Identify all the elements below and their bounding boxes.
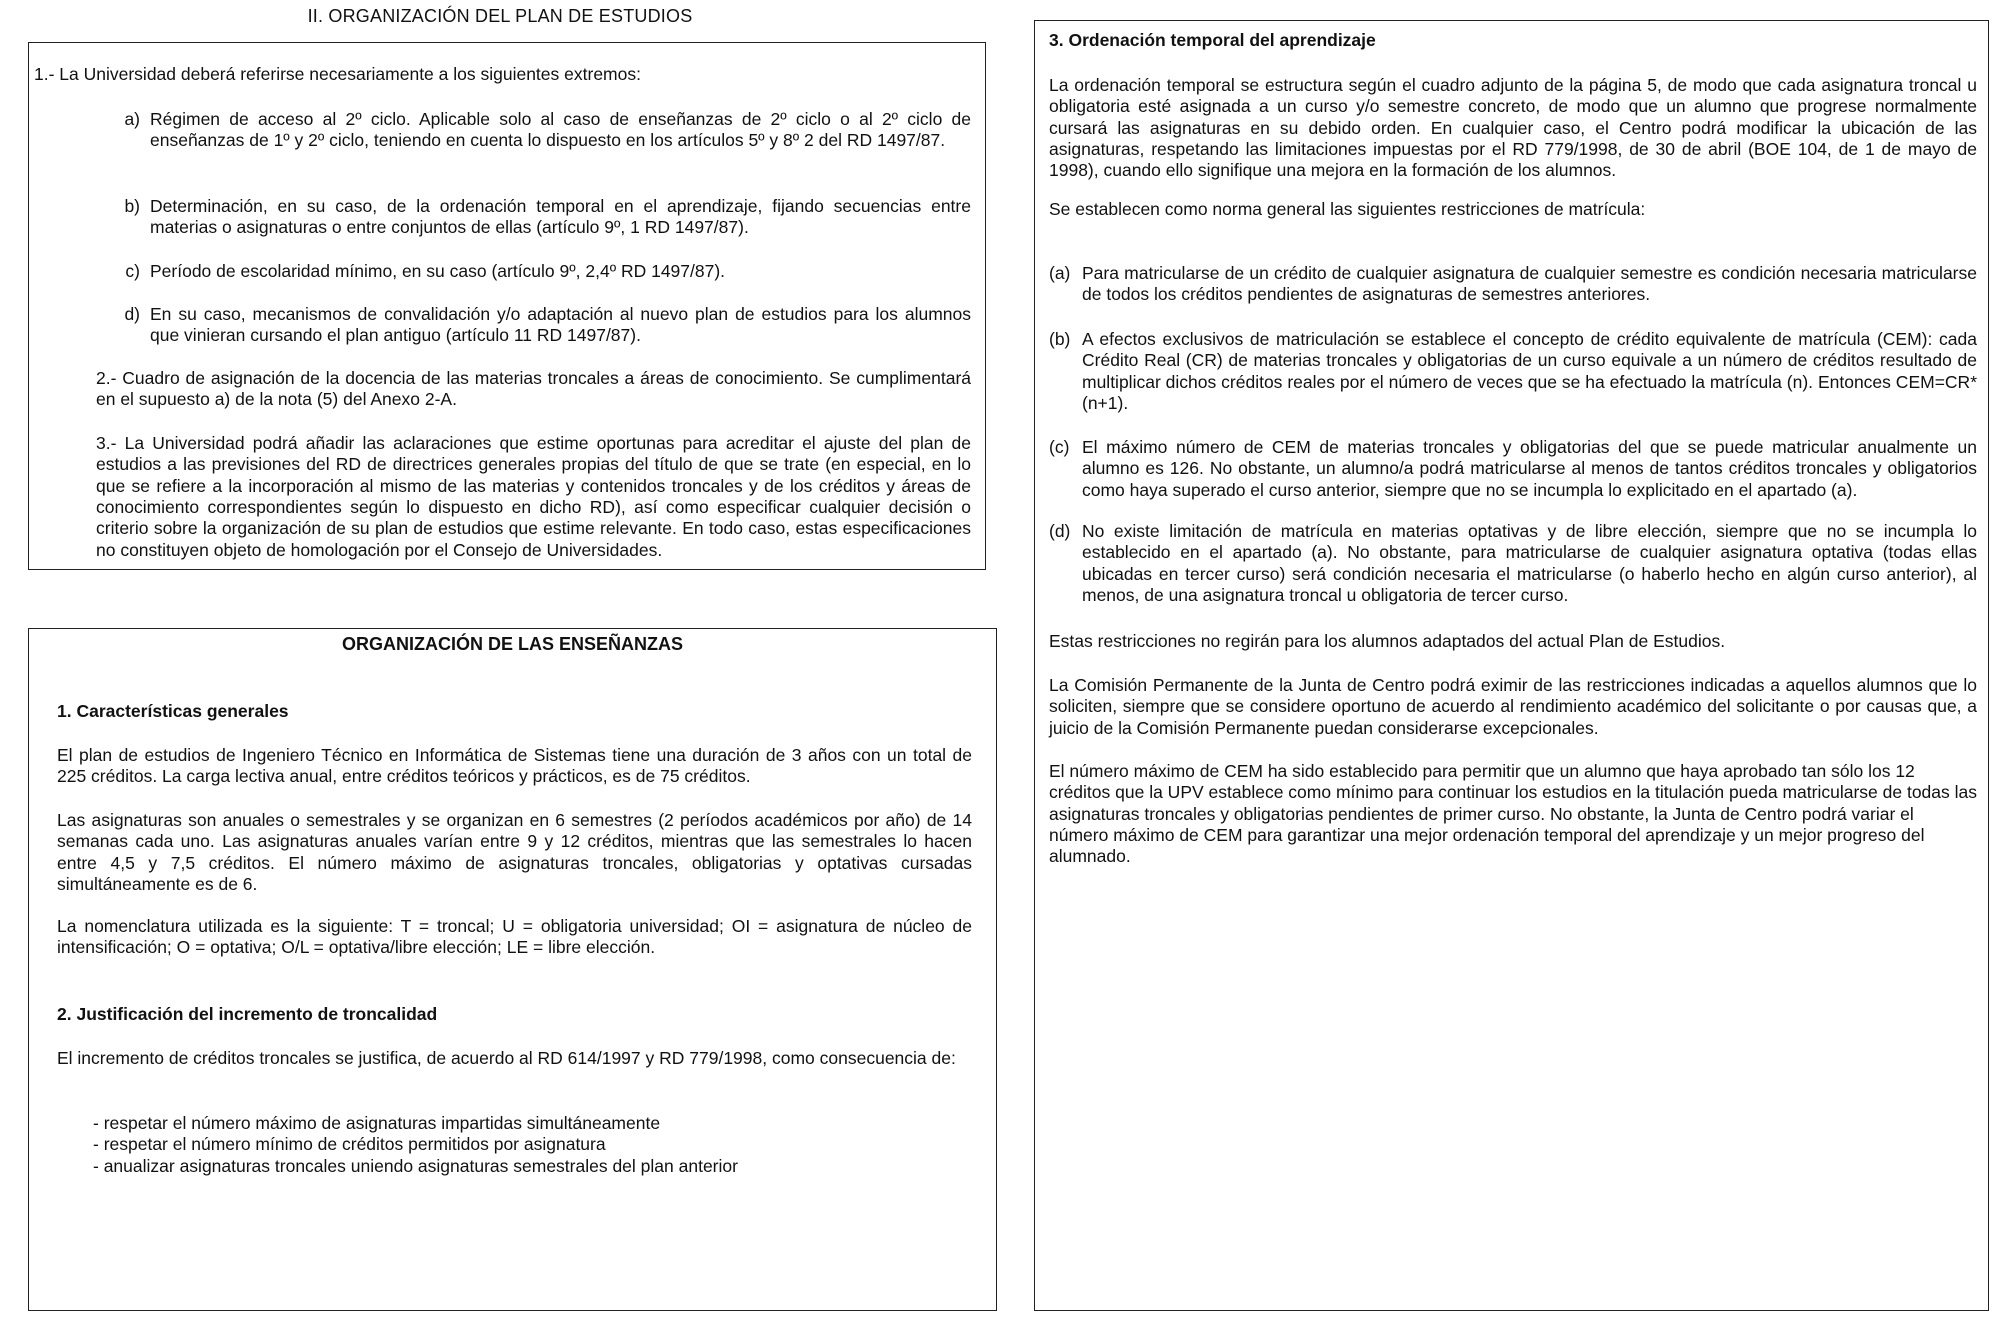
item-label: (c) xyxy=(1049,437,1070,457)
item-text: En su caso, mecanismos de convalidación y/o adaptación al nuevo plan de estudios para los alumnos que vinieran cursando el plan antiguo (artículo 11 RD 1497/87). xyxy=(150,304,971,346)
restricciones-adaptados: Estas restricciones no regirán para los alumnos adaptados del actual Plan de Estudios. xyxy=(1049,631,1726,651)
item-text: A efectos exclusivos de matriculación se establece el concepto de crédito equivalente de matrícula (CEM): cada Crédito Real (CR) de materias troncales y obligatorias de un curso equivale a un número de créditos resultado de multiplicar dichos créditos reales por el número de veces que se ha efectuado la matrícula (n). Entonces CEM=CR*(n+1). xyxy=(1082,329,1977,414)
item-label: (b) xyxy=(1049,329,1071,349)
cem-paragraph: El número máximo de CEM ha sido establecido para permitir que un alumno que haya aprobado tan sólo los 12 créditos que la UPV establece como mínimo para continuar los estudios en la titulación pueda matricularse de todas las asignaturas troncales y obligatorias pendientes de primer curso. No obstante, la Junta de Centro podrá variar el número máximo de CEM para garantizar una mejor ordenación temporal del aprendizaje y un mejor progreso del alumnado. xyxy=(1049,761,1978,867)
list-item: - respetar el número mínimo de créditos permitidos por asignatura xyxy=(93,1134,606,1155)
restriction-item-a xyxy=(1049,263,1977,306)
restriction-item-c xyxy=(1049,437,1977,501)
ordenacion-heading: 3. Ordenación temporal del aprendizaje xyxy=(1049,30,1376,50)
item-label: (d) xyxy=(1049,521,1071,541)
requirement-item-d xyxy=(118,304,971,347)
caracteristicas-paragraph-3: La nomenclatura utilizada es la siguiente: T = troncal; U = obligatoria universidad; OI = asignatura de núcleo de intensificación; O = optativa; O/L = optativa/libre elección; LE = libre elección. xyxy=(57,916,972,958)
comision-paragraph: La Comisión Permanente de la Junta de Centro podrá eximir de las restricciones indicadas a aquellos alumnos que lo soliciten, siempre que se considere oportuno de acuerdo al rendimiento académico del solicitante o por causas que, a juicio de la Comisión Permanente puedan considerarse excepcionales. xyxy=(1049,675,1977,738)
caracteristicas-heading: 1. Características generales xyxy=(57,701,289,721)
item-text: El máximo número de CEM de materias troncales y obligatorias del que se puede matricular anualmente un alumno es 126. No obstante, un alumno/a podrá matricularse al menos de tantos créditos troncales y obligatorios como haya superado el curso anterior, siempre que no se incumpla lo explicitado en el apartado (a). xyxy=(1082,437,1977,500)
troncalidad-paragraph: El incremento de créditos troncales se justifica, de acuerdo al RD 614/1997 y RD 779/1998, como consecuencia de: xyxy=(57,1048,956,1068)
troncalidad-heading: 2. Justificación del incremento de troncalidad xyxy=(57,1004,438,1024)
aclaraciones-paragraph: 3.- La Universidad podrá añadir las aclaraciones que estime oportunas para acreditar el ajuste del plan de estudios a las previsiones del RD de directrices generales propias del título de que se trate (en especial, en lo que se refiere a la incorporación al mismo de las materias y contenidos troncales y de los créditos y áreas de conocimiento correspondientes según lo dispuesto en dicho RD), así como especificar cualquier decisión o criterio sobre la organización de su plan de estudios que estime relevante. En todo caso, estas especificaciones no constituyen objeto de homologación por el Consejo de Universidades. xyxy=(96,433,971,560)
requirements-intro: 1.- La Universidad deberá referirse necesariamente a los siguientes extremos: xyxy=(34,64,641,84)
item-text: Determinación, en su caso, de la ordenación temporal en el aprendizaje, fijando secuencias entre materias o asignaturas o entre conjuntos de ellas (artículo 9º, 1 RD 1497/87). xyxy=(150,196,971,238)
caracteristicas-paragraph-1: El plan de estudios de Ingeniero Técnico en Informática de Sistemas tiene una duración de 3 años con un total de 225 créditos. La carga lectiva anual, entre créditos teóricos y prácticos, es de 75 créditos. xyxy=(57,745,972,787)
requirement-item-a xyxy=(118,109,971,152)
item-label: a) xyxy=(124,109,140,129)
restriction-item-b xyxy=(1049,329,1977,414)
item-text: Para matricularse de un crédito de cualquier asignatura de cualquier semestre es condición necesaria matricularse de todos los créditos pendientes de asignaturas de semestres anteriores. xyxy=(1082,263,1977,305)
restricciones-intro: Se establecen como norma general las siguientes restricciones de matrícula: xyxy=(1049,199,1646,219)
ordenacion-paragraph-1: La ordenación temporal se estructura según el cuadro adjunto de la página 5, de modo que cada asignatura troncal u obligatoria esté asignada a un curso y/o semestre concreto, de modo que un alumno que progrese normalmente cursará las asignaturas en su debido orden. En cualquier caso, el Centro podrá modificar la ubicación de las asignaturas, respetando las limitaciones impuestas por el RD 779/1998, de 30 de abril (BOE 104, de 1 de mayo de 1998), cuando ello signifique una mejora en la formación de los alumnos. xyxy=(1049,75,1977,181)
restriction-item-d xyxy=(1049,521,1977,606)
item-label: (a) xyxy=(1049,263,1071,283)
item-text: Período de escolaridad mínimo, en su caso (artículo 9º, 2,4º RD 1497/87). xyxy=(150,261,726,281)
item-text: No existe limitación de matrícula en materias optativas y de libre elección, siempre que no se incumpla lo establecido en el apartado (a). No obstante, para matricularse de cualquier asignatura optativa (todas ellas ubicadas en tercer curso) será condición necesaria el matricularse (o haberlo hecho en algún curso anterior), al menos, de una asignatura troncal u obligatoria de tercer curso. xyxy=(1082,521,1977,606)
ensenanzas-box xyxy=(28,628,997,1311)
item-label: b) xyxy=(124,196,140,216)
caracteristicas-paragraph-2: Las asignaturas son anuales o semestrales y se organizan en 6 semestres (2 períodos académicos por año) de 14 semanas cada uno. Las asignaturas anuales varían entre 9 y 12 créditos, mientras que las semestrales lo hacen entre 4,5 y 7,5 créditos. El número máximo de asignaturas troncales, obligatorias y optativas cursadas simultáneamente es de 6. xyxy=(57,810,972,895)
troncalidad-list xyxy=(93,1113,953,1177)
docencia-paragraph: 2.- Cuadro de asignación de la docencia de las materias troncales a áreas de conocimiento. Se cumplimentará en el supuesto a) de la nota (5) del Anexo 2-A. xyxy=(96,368,971,410)
list-item: - respetar el número máximo de asignaturas impartidas simultáneamente xyxy=(93,1113,661,1133)
item-label: c) xyxy=(125,261,140,281)
requirement-item-c xyxy=(118,261,971,282)
item-text: Régimen de acceso al 2º ciclo. Aplicable solo al caso de enseñanzas de 2º ciclo o al 2º ciclo de enseñanzas de 1º y 2º ciclo, teniendo en cuenta lo dispuesto en los artículos 5º y 8º 2 del RD 1497/87. xyxy=(150,109,971,151)
ensenanzas-title: ORGANIZACIÓN DE LAS ENSEÑANZAS xyxy=(341,634,683,654)
section-title: II. ORGANIZACIÓN DEL PLAN DE ESTUDIOS xyxy=(307,6,693,26)
list-item: - anualizar asignaturas troncales uniendo asignaturas semestrales del plan anterior xyxy=(93,1155,738,1176)
item-label: d) xyxy=(124,304,140,324)
requirement-item-b xyxy=(118,196,971,239)
